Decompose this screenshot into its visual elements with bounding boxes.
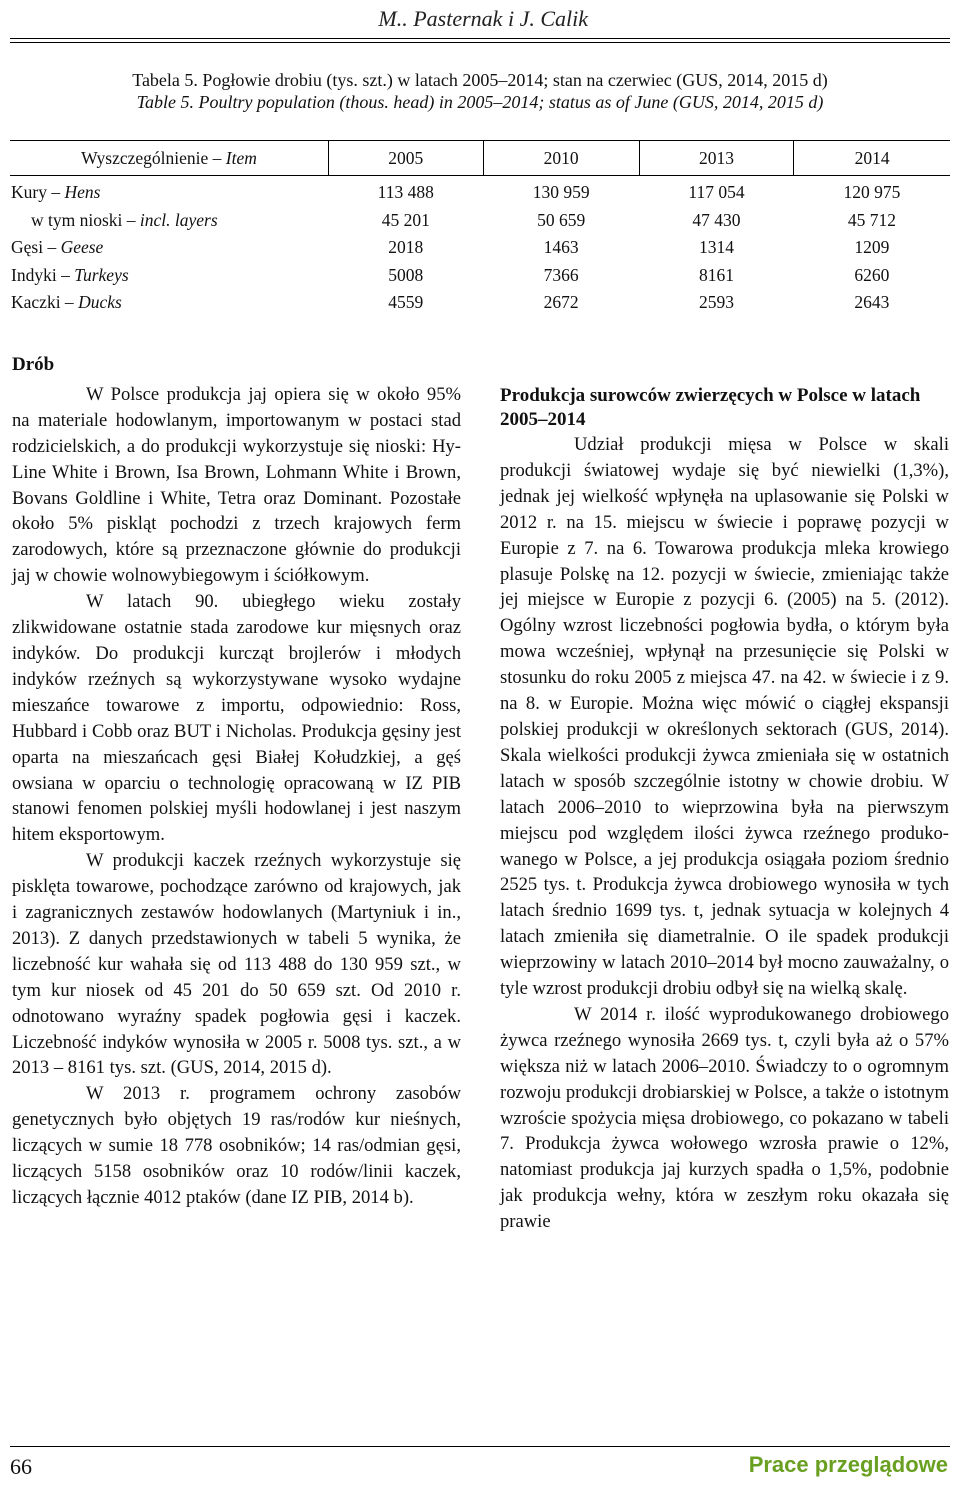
header-year-2005: 2005 — [329, 141, 484, 176]
section-heading-animal-production: Produkcja surowców zwierzęcych w Polsce w latach 2005–2014 — [500, 385, 921, 430]
paragraph: W 2013 r. programem ochrony zasobów genetycznych było objętych 19 ras/rodów kur nieśnych, liczących w sumie 18 778 osobników; 14 ras/odmian gęsi, liczących 5158 osobników oraz 10 rodów/linii kaczek, liczących łącznie 4012 ptaków (dane IZ PIB, 2014 b). — [12, 1083, 461, 1208]
poultry-population-table — [10, 140, 950, 317]
table-row — [10, 207, 950, 235]
table-caption-english: Table 5. Poultry population (thous. head) in 2005–2014; status as of June (GUS, 2014, 2015 d) — [136, 92, 824, 112]
header-year-2014: 2014 — [794, 141, 950, 176]
footer-rule — [10, 1446, 950, 1447]
header-rule-secondary — [10, 42, 950, 43]
header-rule — [10, 38, 950, 39]
cell-value: 47 430 — [692, 209, 741, 230]
table-header-row — [10, 141, 950, 176]
page-number: 66 — [10, 1454, 32, 1479]
row-label-en: incl. layers — [139, 209, 218, 230]
row-label-en: Turkeys — [74, 264, 129, 285]
section-label: Prace przeglądowe — [748, 1452, 948, 1477]
table-row — [10, 176, 950, 207]
cell-value: 117 054 — [688, 182, 745, 203]
row-label-pl: Kury – — [11, 182, 65, 203]
cell-value: 7366 — [543, 264, 579, 285]
cell-value: 5008 — [388, 264, 424, 285]
table-row — [10, 262, 950, 290]
row-label-en: Hens — [64, 182, 101, 203]
header-item-en: Item — [225, 147, 257, 168]
row-label-en: Geese — [60, 237, 104, 258]
table-row — [10, 234, 950, 262]
row-label — [10, 289, 329, 317]
row-label — [10, 262, 329, 290]
cell-value: 130 959 — [532, 182, 590, 203]
paragraph: W Polsce produkcja jaj opiera się w około 95% na materiale hodowlanym, importowanym w postaci stad rodzicielskich, a do produkcji wykorzystuje się nioski: Hy-Line White i Brown, Isa Brown, Lohmann White i Brown, Bovans Goldline i White, Tetra oraz Dominant. Pozostałe około 5% piskląt pochodzi z trzech krajowych ferm zarodowych, które są przeznaczone głównie do produkcji jaj w chowie wolnowybiegowym i ściółkowym. — [12, 383, 461, 587]
cell-value: 6260 — [854, 264, 890, 285]
cell-value: 120 975 — [843, 182, 901, 203]
cell-value: 2643 — [854, 292, 890, 313]
header-year-2013: 2013 — [639, 141, 794, 176]
cell-value: 50 659 — [537, 209, 586, 230]
table-caption-polish: Tabela 5. Pogłowie drobiu (tys. szt.) w latach 2005–2014; stan na czerwiec (GUS, 2014, 2015 d) — [132, 70, 828, 90]
paragraph: W latach 90. ubiegłego wieku zostały zlikwidowane ostatnie stada zarodowe kur mięsnych oraz indyków. Do produkcji kurcząt brojlerów i młodych indyków rzeźnych są wykorzystywane wysoko wydajne mieszańce towarowe z importu, odpowiednio: Ross, Hubbard i Cobb oraz BUT i Nicholas. Produkcja gęsiny jest oparta na mieszańcach gęsi Białej Kołudzkiej, a gęś owsiana w oparciu o technologię opracowaną w IZ PIB stanowi fenomen polskiej myśli hodowlanej i jest naszym hitem eksportowym. — [12, 591, 461, 846]
cell-value: 45 712 — [847, 209, 896, 230]
header-item — [10, 141, 329, 176]
cell-value: 2593 — [698, 292, 734, 313]
row-label — [10, 234, 329, 262]
row-label — [10, 176, 329, 207]
cell-value: 2672 — [543, 292, 579, 313]
cell-value: 113 488 — [377, 182, 434, 203]
cell-value: 2018 — [388, 237, 424, 258]
table-row — [10, 289, 950, 317]
paragraph: W produkcji kaczek rzeźnych wykorzystuje się pisklęta towarowe, pochodzące zarówno od krajowych, jak i zagranicznych zestawów hodowlanych (Martyniuk i in., 2013). Z danych przedstawionych w tabeli 5 wynika, że liczebność kur wahała się od 113 488 do 130 959 szt., w tym kur niosek od 45 201 do 50 659 szt. Od 2010 r. odnotowano wyraźny spadek pogłowia gęsi i kaczek. Liczebność indyków wynosiła w 2005 r. 5008 tys. szt., a w 2013 – 8161 tys. szt. (GUS, 2014, 2015 d). — [12, 850, 461, 1079]
cell-value: 45 201 — [381, 209, 430, 230]
running-header-author: M.. Pasternak i J. Calik — [378, 6, 588, 31]
paragraph: W 2014 r. ilość wyprodukowanego drobiowego żywca rzeźnego wynosiła 2669 tys. t, czyli była aż o 57% większa niż w latach 2006–2010. Świadczy to o ogromnym rozwoju produkcji drobiarskiej w Polsce, a także o istotnym wzroście spożycia mięsa drobiowego, co pokazano w tabeli 7. Produkcja żywca wołowego wzrosła prawie o 12%, natomiast produkcja jaj kurzych spadła o 1,5%, podobnie jak produkcja wełny, która w zeszłym roku okazała się prawie — [500, 1003, 949, 1233]
row-label-pl: Kaczki – — [11, 292, 79, 313]
paragraph: Udział produkcji mięsa w Polsce w skali produkcji światowej wydaje się być niewielki (1,3%), jednak jej wielkość wpłynęła na uplasowanie się Polski w 2012 r. na 15. miejscu w świecie i poprawę pozycji w Europie z 7. na 6. Towarowa produkcja mleka krowiego plasuje Polskę na 12. pozycji w świecie, zmieniając także jej miejsce w Europie z pozycji 6. (2005) na 5. (2012). Ogólny wzrost liczebności pogłowia bydła, o którym była mowa wcześniej, wpłynął na przesunięcie się Polski w stosunku do roku 2005 z miejsca 47. na 42. w świecie i z 9. na 8. w Europie. Można więc mówić o ciągłej ekspansji polskiej produkcji w określonych sektorach (GUS, 2014). Skala wielkości produkcji żywca zmieniała się w ostatnich latach w sposób szczególnie istotny w chowie drobiu. W latach 2006–2010 to wieprzowina była na pierwszym miejscu pod względem ilości żywca rzeźnego produkowanego w Polsce, a jej produkcja osiągała poziom średnio 2525 tys. t. Produkcja żywca drobiowego wynosiła w tych latach średnio 1699 tys. t, jednak sytuacja w kolejnych 4 latach zmieniła się diametralnie. O ile spadek produkcji wieprzowiny w latach 2010–2014 był mocno zauważalny, o tyle wzrost produkcji drobiu odbył się na wielką skalę. — [500, 434, 949, 1000]
right-text-column — [500, 384, 949, 1235]
cell-value: 1209 — [854, 237, 890, 258]
cell-value: 8161 — [698, 264, 734, 285]
row-label-pl: w tym nioski – — [31, 209, 140, 230]
row-label — [10, 207, 329, 235]
row-label-en: Ducks — [78, 292, 122, 313]
cell-value: 4559 — [388, 292, 424, 313]
cell-value: 1314 — [698, 237, 734, 258]
left-text-column — [12, 352, 461, 1211]
header-year-2010: 2010 — [483, 141, 639, 176]
section-heading-poultry: Drób — [12, 354, 55, 375]
row-label-pl: Indyki – — [11, 264, 75, 285]
header-item-pl: Wyszczególnienie – — [81, 147, 226, 168]
row-label-pl: Gęsi – — [11, 237, 61, 258]
cell-value: 1463 — [543, 237, 579, 258]
